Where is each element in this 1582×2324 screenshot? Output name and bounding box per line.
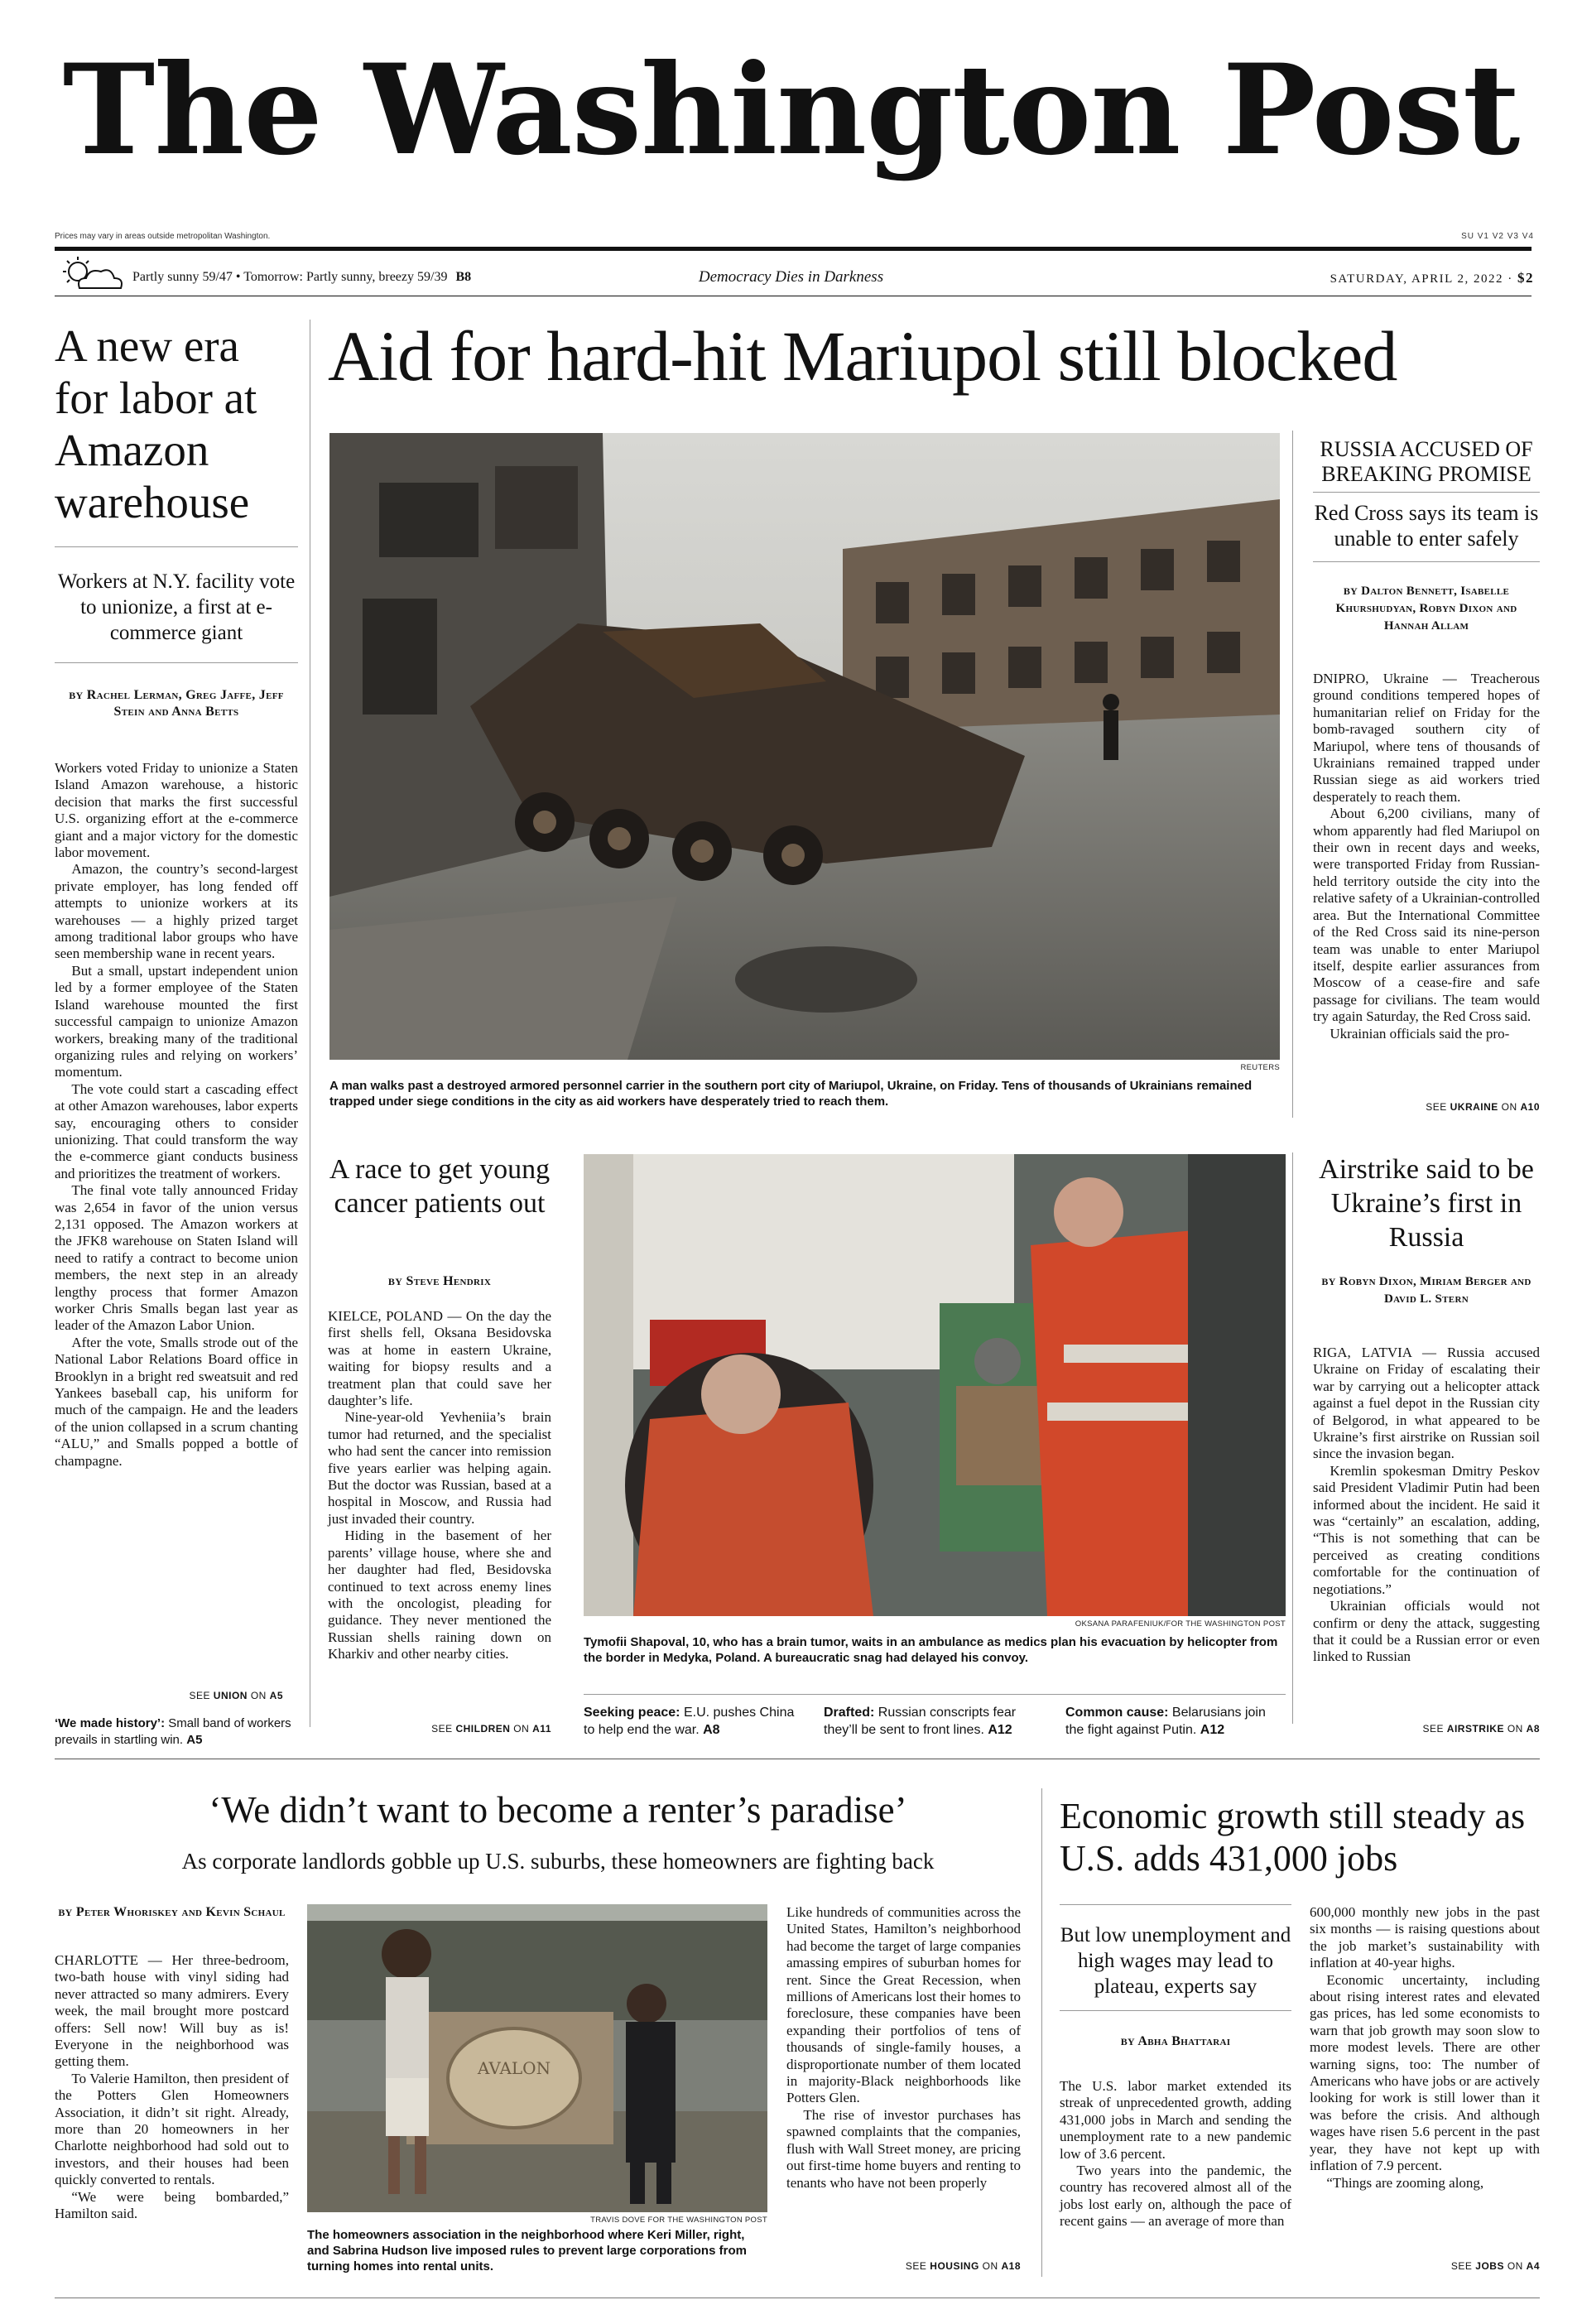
teaser-text: Russian conscripts fear they’ll be sent to front lines. (824, 1706, 1017, 1737)
byline-names: Peter Whoriskey and Kevin Schaul (75, 1905, 286, 1919)
divider (1313, 561, 1540, 562)
paragraph: Like hundreds of communities across the United States, Hamilton’s neighborhood had become the target of large companies amassing empires of suburban homes for rent. Since the Great Recession, when millions of Americans lost their homes to foreclosure, these companies have been expanding their portfolios of tens of thousands of single-family houses, a disproportionate number of them located in majority-Black neighborhoods like Potters Glen. (786, 1904, 1021, 2106)
ambulance-photo[interactable] (584, 1154, 1286, 1616)
jump-word: UNION (213, 1690, 248, 1701)
teaser-page: A8 (703, 1723, 720, 1737)
amazon-deck: Workers at N.Y. facility vote to unionize, a first at e-commerce giant (57, 570, 296, 644)
teaser-text: Belarusians join the fight against Putin. (1065, 1706, 1266, 1737)
housing-deck: As corporate landlords gobble up U.S. suburbs, these homeowners are fighting back (181, 1849, 935, 1874)
column-rule (1292, 431, 1293, 1118)
paragraph: Nine-year-old Yevheniia’s brain tumor had returned, and the specialist who had sent the cancer into remission five years earlier was helping again. But the doctor was Russian, based at a hospital in Moscow, and Russia had just invaded their country. (328, 1409, 551, 1527)
paragraph: KIELCE, POLAND — On the day the first shells fell, Oksana Besidovska was at home in eastern Ukraine, waiting for biopsy results and a treatment plan that could save her daughter’s life. (328, 1308, 551, 1409)
masthead-rule-top (55, 247, 1532, 251)
amazon-teaser[interactable] (55, 1715, 298, 1749)
airstrike-body (1313, 1345, 1540, 1666)
mariupol-deck: Red Cross says its team is unable to enter safely (1314, 501, 1539, 551)
teaser-common-cause[interactable] (1065, 1704, 1286, 1739)
paragraph: Economic uncertainty, including about rising interest rates and elevated gas prices, has led some economists to warn that job growth may soon slow to more modest levels. There are other warning signs, too: The number of Americans who have jobs or are actively looking for work is still lower than it was before the crisis. And although wages have risen 5.6 percent in the past year, they have not kept up with inflation of 7.9 percent. (1310, 1971, 1540, 2174)
teaser-label: Drafted: (824, 1706, 875, 1720)
airstrike-jump[interactable] (1313, 1723, 1540, 1735)
paragraph: Ukrainian officials said the pro- (1330, 1025, 1510, 1042)
divider (584, 1694, 1286, 1695)
ambulance-caption: Tymofii Shapoval, 10, who has a brain tumor, waits in an ambulance as medics plan his evacuation by helicopter from the border in Medyka, Poland. A bureaucratic snag had delayed his convoy. (584, 1635, 1278, 1665)
mariupol-jump[interactable] (1313, 1101, 1540, 1113)
teaser-page: A12 (988, 1723, 1012, 1737)
divider (1313, 492, 1540, 493)
children-byline (328, 1273, 551, 1290)
amazon-body (55, 760, 298, 1470)
issue-date: SATURDAY, APRIL 2, 2022 (1330, 272, 1503, 286)
jump-on: ON (1501, 1101, 1517, 1113)
teaser-label: Seeking peace: (584, 1706, 680, 1720)
jump-word: UKRAINE (1450, 1101, 1498, 1113)
jump-on: ON (513, 1723, 530, 1735)
byline-names: Robyn Dixon, Miriam Berger and David L. Stern (1339, 1275, 1532, 1306)
jump-word: AIRSTRIKE (1446, 1723, 1504, 1735)
byline-prefix: BY (1120, 2036, 1135, 2047)
paragraph: But a small, upstart independent union led by a former employee of the Staten Island warehouse mounted the first successful campaign to unionize Amazon workers, breaking many of the traditional organizing rules and relying on workers’ momentum. (55, 962, 298, 1080)
jump-see: SEE (1426, 1101, 1447, 1113)
paragraph: The vote could start a cascading effect at other Amazon warehouses, labor experts say, encouraging others to consider unionizing. That could transform the way the e-commerce giant conducts business and prioritizes the treatment of workers. (55, 1080, 298, 1181)
jump-page: A18 (1001, 2260, 1021, 2272)
weather-summary[interactable] (132, 269, 471, 286)
byline-prefix: BY (387, 1276, 403, 1287)
jobs-deck: But low unemployment and high wages may lead to plateau, experts say (1060, 1924, 1291, 1998)
byline-prefix: BY (69, 690, 84, 701)
divider (1060, 2010, 1291, 2011)
jump-page: A11 (532, 1723, 551, 1735)
teaser-label: ‘We made history’: (55, 1716, 166, 1730)
housing-body-right (786, 1904, 1021, 2192)
jump-page: A8 (1526, 1723, 1540, 1735)
byline-names: Rachel Lerman, Greg Jaffe, Jeff Stein and Anna Betts (86, 688, 284, 719)
paragraph: Two years into the pandemic, the country has recovered almost all of the jobs lost early on, although the pace of recent gains — an average of more than (1060, 2163, 1291, 2230)
paragraph: After the vote, Smalls strode out of the National Labor Relations Board office in Brooklyn in a bright red sweatsuit and red Yankees baseball cap, his uniform for much of the campaign. He and the leaders of the union collapsed in a scrum chanting “ALU,” and Smalls popped a bottle of champagne. (55, 1334, 298, 1469)
paragraph: The rise of investor purchases has spawned complaints that the companies, flush with Wall Street money, are pricing out first-time home buyers and renting to tenants who have not been properly (786, 2106, 1021, 2191)
jobs-body-left (1060, 2078, 1291, 2230)
paragraph: 600,000 monthly new jobs in the past six months — is raising questions about the job market’s sustainability with inflation at 40-year highs. (1310, 1904, 1540, 1971)
mariupol-body (1313, 671, 1540, 1042)
teaser-text: Small band of workers prevails in startling win. (55, 1716, 291, 1747)
housing-headline[interactable]: ‘We didn’t want to become a renter’s paradise’ (209, 1789, 907, 1831)
divider (55, 662, 298, 663)
jobs-byline (1060, 2033, 1291, 2050)
sign-text: AVALON (477, 2058, 551, 2078)
teaser-page: A5 (186, 1733, 203, 1747)
jump-on: ON (982, 2260, 998, 2272)
jump-see: SEE (1422, 1723, 1444, 1735)
column-rule (1292, 1152, 1293, 1724)
children-headline[interactable]: A race to get young cancer patients out (329, 1154, 551, 1219)
jump-on: ON (1507, 2260, 1523, 2272)
mariupol-headline[interactable]: Aid for hard-hit Mariupol still blocked (328, 316, 1397, 396)
homeowners-caption: The homeowners association in the neighborhood where Keri Miller, right, and Sabrina Hudson live imposed rules to prevent large corporations from turning homes into rental units. (307, 2228, 747, 2273)
mariupol-kicker: RUSSIA ACCUSED OF BREAKING PROMISE (1320, 437, 1533, 486)
byline-names: Dalton Bennett, Isabelle Khurshudyan, Robyn Dixon and Hannah Allam (1335, 585, 1517, 633)
housing-body-left (55, 1952, 289, 2223)
mariupol-caption: A man walks past a destroyed armored personnel carrier in the southern port city of Mariupol, Ukraine, on Friday. Tens of thousands of Ukrainians remained trapped under siege conditions in the city as aid workers have desperately tried to reach them. (329, 1079, 1253, 1109)
paragraph: CHARLOTTE — Her three-bedroom, two-bath house with vinyl siding had never attracted so many admirers. Every week, the mail brought more postcard offers: Sell now! Will buy as is! Everyone in the neighborhood was getting them. (55, 1952, 289, 2070)
jobs-jump[interactable] (1310, 2260, 1540, 2272)
paragraph: The U.S. labor market extended its streak of unprecedented growth, adding 431,000 jobs in March and sending the unemployment rate to a new pandemic low of 3.6 percent. (1060, 2078, 1291, 2162)
weather-page-ref: B8 (455, 270, 472, 284)
partly-sunny-icon (55, 255, 126, 293)
paragraph: Amazon, the country’s second-largest private employer, has long fended off attempts to unionize workers at its warehouses — a highly prized target among traditional labor groups who have seen membership wane in recent years. (55, 861, 298, 962)
teaser-drafted[interactable] (824, 1704, 1041, 1739)
homeowners-photo-credit: TRAVIS DOVE FOR THE WASHINGTON POST (590, 2216, 767, 2225)
amazon-jump[interactable] (55, 1690, 283, 1701)
jump-see: SEE (905, 2260, 927, 2272)
jump-word: JOBS (1475, 2260, 1504, 2272)
jobs-body-right (1310, 1904, 1540, 2192)
paragraph: RIGA, LATVIA — Russia accused Ukraine on Friday of escalating their war by carrying out a helicopter attack against a fuel depot in the Russian city of Belgorod, in what appeared to be Ukraine’s first airstrike on Russian soil since the invasion began. (1313, 1345, 1540, 1462)
dateline: SATURDAY, APRIL 2, 2022 · $2 (1330, 270, 1534, 286)
jobs-headline[interactable]: Economic growth still steady as U.S. adds 431,000 jobs (1060, 1796, 1526, 1879)
masthead-title[interactable]: The Washington Post (62, 37, 1520, 183)
children-body (328, 1308, 551, 1663)
teaser-page: A12 (1200, 1723, 1225, 1737)
byline-prefix: BY (1321, 1276, 1336, 1287)
byline-prefix: BY (58, 1907, 73, 1918)
paragraph: Kremlin spokesman Dmitry Peskov said President Vladimir Putin had been informed about the incident. He said it was “certainly” an escalation, adding, “This is not something that can be perceived as creating conditions comfortable for the continuation of negotiations.” (1313, 1462, 1540, 1597)
byline-names: Steve Hendrix (406, 1274, 492, 1288)
jump-page: A5 (269, 1690, 283, 1701)
byline-prefix: BY (1343, 585, 1358, 597)
amazon-headline[interactable]: A new era for labor at Amazon warehouse (55, 320, 257, 527)
paragraph: Ukrainian officials would not confirm or deny the attack, suggesting that it could be a Russian error or even linked to Russian (1313, 1598, 1540, 1665)
jump-on: ON (250, 1690, 267, 1701)
teaser-label: Common cause: (1065, 1706, 1169, 1720)
teaser-seeking-peace[interactable] (584, 1704, 801, 1739)
jump-page: A4 (1526, 2260, 1540, 2272)
paragraph: Workers voted Friday to unionize a Staten Island Amazon warehouse, a historic decision that marks the first successful U.S. organizing effort at the e-commerce giant and a major victory for the domestic labor movement. (55, 760, 298, 861)
jump-word: CHILDREN (455, 1723, 511, 1735)
divider (55, 546, 298, 547)
jump-see: SEE (189, 1690, 210, 1701)
paragraph: Hiding in the basement of her parents’ village house, where she and her daughter had fled, Besidovska continued to text across enemy lines with the oncologist, pleading for guidance. They never mentioned the Russian shells raining down on Kharkiv and other nearby cities. (328, 1528, 551, 1662)
price-note: Prices may vary in areas outside metropolitan Washington. (55, 232, 271, 241)
paragraph: The final vote tally announced Friday was 2,654 in favor of the union versus 2,131 opposed. The Amazon workers at the JFK8 warehouse on Staten Island will need to ratify a contract to become union members, the next step in an already lengthy process that former Amazon worker Chris Smalls began last year as leader of the Amazon Labor Union. (55, 1182, 298, 1334)
jump-word: HOUSING (930, 2260, 979, 2272)
airstrike-headline[interactable]: Airstrike said to be Ukraine’s first in Russia (1319, 1154, 1534, 1253)
paragraph: DNIPRO, Ukraine — Treacherous ground conditions tempered hopes of humanitarian relief on Friday for the bomb-ravaged southern city of Mariupol, where tens of thousands of Ukrainians remained trapped under Russian siege as aid workers tried desperately to reach them. (1313, 671, 1540, 805)
mariupol-photo-credit: REUTERS (1240, 1063, 1280, 1072)
slogan: Democracy Dies in Darkness (698, 268, 884, 286)
paragraph: To Valerie Hamilton, then president of the Potters Glen Homeowners Association, it didn’t sit right. Already, more than 20 homeowners in her Charlotte neighborhood had sold out to investors, and their houses had been quickly converted to rentals. (55, 2070, 289, 2188)
jump-see: SEE (431, 1723, 453, 1735)
weather-text: Partly sunny 59/47 • Tomorrow: Partly sunny, breezy 59/39 (132, 270, 448, 284)
mariupol-byline (1313, 583, 1540, 635)
column-rule (1041, 1788, 1042, 2277)
children-jump[interactable] (328, 1723, 551, 1735)
housing-byline (55, 1904, 289, 1921)
edition-marks: SU V1 V2 V3 V4 (1461, 232, 1534, 241)
ambulance-photo-credit: OKSANA PARAFENIUK/FOR THE WASHINGTON POST (1075, 1619, 1286, 1629)
paragraph: About 6,200 civilians, many of whom apparently had fled Mariupol on their own in recent days and weeks, were transported Friday from Russian-held territory outside the city into the relative safety of a Ukrainian-controlled area. But the International Committee of the Red Cross said its nine-person team was unable to enter Mariupol itself, despite earlier assurances from Moscow of a cease-fire and safe passage for civilians. The team would try again Saturday, the Red Cross said. (1313, 806, 1540, 1025)
jump-page: A10 (1520, 1101, 1540, 1113)
byline-names: Abha Bhattarai (1137, 2034, 1231, 2048)
airstrike-byline (1313, 1273, 1540, 1308)
issue-price: $2 (1517, 270, 1534, 286)
jump-see: SEE (1450, 2260, 1473, 2272)
housing-jump[interactable] (786, 2260, 1021, 2272)
paragraph: “We were being bombarded,” Hamilton said. (55, 2188, 289, 2222)
amazon-byline (55, 687, 298, 720)
jump-on: ON (1507, 1723, 1523, 1735)
homeowners-photo[interactable] (307, 1904, 767, 2212)
divider (1060, 1904, 1291, 1905)
mariupol-photo[interactable] (329, 433, 1280, 1060)
teaser-text: E.U. pushes China to help end the war. (584, 1706, 795, 1737)
paragraph: “Things are zooming along, (1326, 2174, 1484, 2191)
